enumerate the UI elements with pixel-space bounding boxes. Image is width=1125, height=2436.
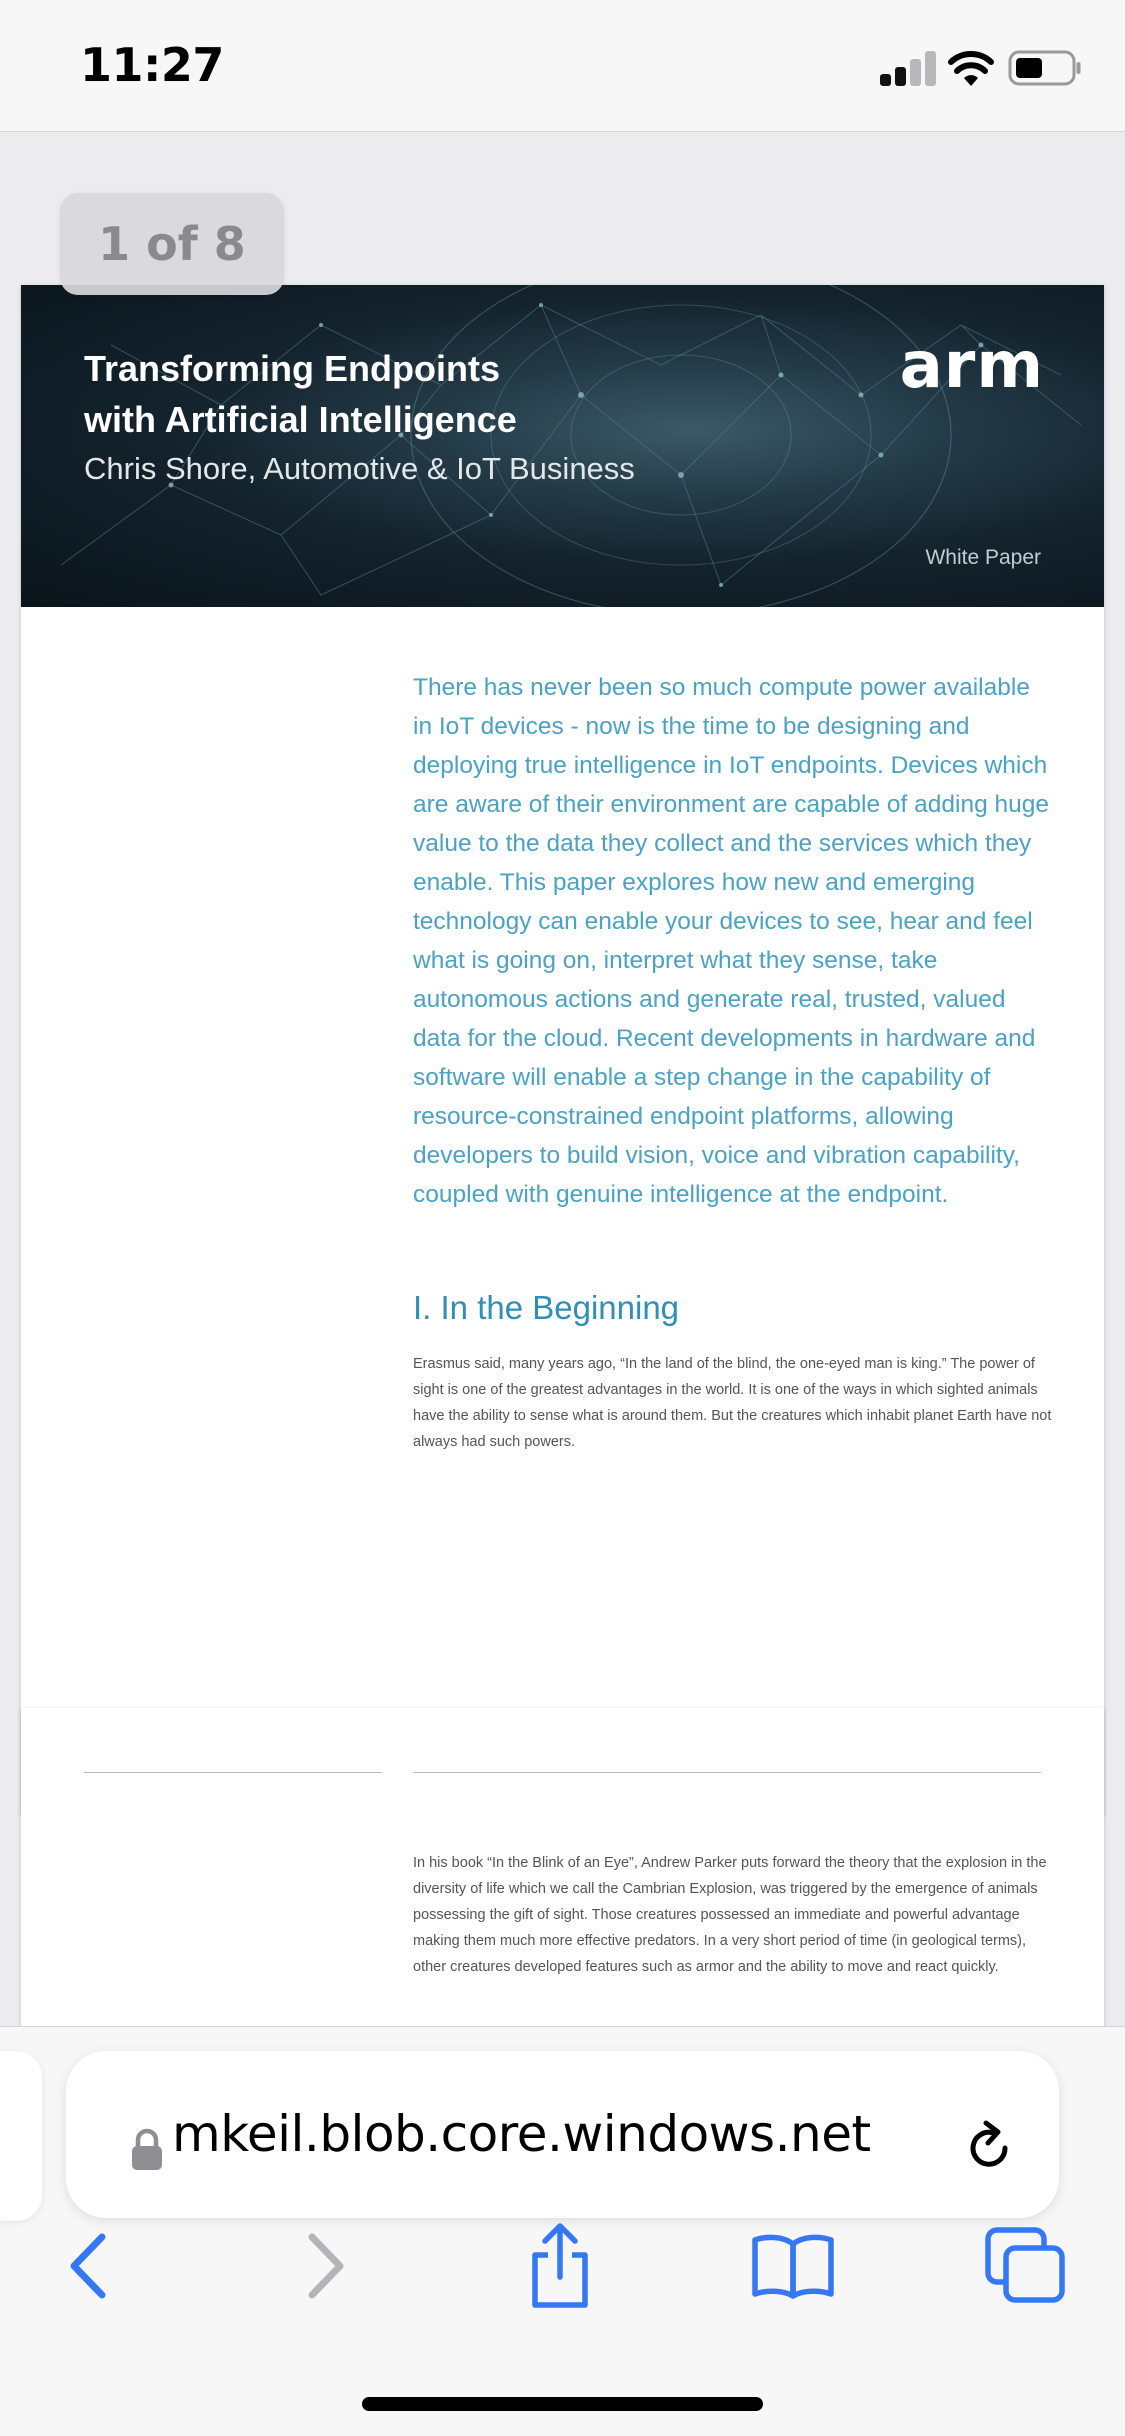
tabs-icon xyxy=(984,2226,1068,2306)
document-type-label: White Paper xyxy=(925,546,1041,569)
back-button[interactable] xyxy=(42,2226,132,2306)
header-divider-left xyxy=(84,1772,382,1773)
url-text[interactable]: mkeil.blob.core.windows.net xyxy=(172,2105,871,2163)
document-title-line-2: with Artificial Intelligence xyxy=(84,399,517,440)
bookmarks-button[interactable] xyxy=(748,2226,838,2306)
document-title-line-1: Transforming Endpoints xyxy=(84,348,501,389)
section-heading: I. In the Beginning xyxy=(413,1289,680,1326)
pdf-viewer[interactable] xyxy=(0,133,1125,2026)
previous-tab-preview[interactable] xyxy=(0,2051,42,2221)
body-paragraph: Erasmus said, many years ago, “In the land of the blind, the one-eyed man is king.” The power of sight is one of the greatest advantages in the world. It is one of the ways in which sighted animals have the ability to sense what is around them. But the creatures which inhabit planet Earth have not always had such powers. xyxy=(413,1356,1052,1450)
forward-button[interactable] xyxy=(282,2226,372,2306)
abstract-text: There has never been so much compute power available in IoT devices - now is the time to be designing and deploying true intelligence in IoT endpoints. Devices which are aware of their environment are capable of adding huge value to the data they collect and the services which they enable. This paper explores how new and emerging technology can enable your devices to see, hear and feel what is going on, interpret what they sense, take autonomous actions and generate real, trusted, valued data for the cloud. Recent developments in hardware and software will enable a step change in the capability of resource-constrained endpoint platforms, allowing developers to build vision, voice and vibration capability, coupled with genuine intelligence at the endpoint. xyxy=(413,674,1050,1208)
lock-icon xyxy=(130,2127,164,2171)
battery-icon xyxy=(1008,50,1082,86)
tabs-button[interactable] xyxy=(981,2226,1071,2306)
book-icon xyxy=(750,2232,836,2300)
share-button[interactable] xyxy=(515,2226,605,2306)
header-divider-right xyxy=(413,1772,1041,1773)
status-time: 11:27 xyxy=(80,38,224,92)
arm-logo: arm xyxy=(899,329,1044,403)
document-title xyxy=(84,343,517,445)
chevron-right-icon xyxy=(304,2231,350,2301)
title-banner xyxy=(21,285,1104,607)
address-bar[interactable] xyxy=(66,2051,1059,2218)
home-indicator[interactable] xyxy=(362,2397,763,2411)
share-icon xyxy=(525,2221,595,2311)
document-author: Chris Shore, Automotive & IoT Business xyxy=(84,451,635,486)
body-paragraph: In his book “In the Blink of an Eye”, Andrew Parker puts forward the theory that the explosion in the diversity of life which we call the Cambrian Explosion, was triggered by the emergence of animals possessing the gift of sight. Those creatures possessed an immediate and powerful advantage making them much more effective predators. In a very short period of time (in geological terms), other creatures developed features such as armor and the ability to move and react quickly. xyxy=(413,1855,1047,1975)
pdf-page-2 xyxy=(21,1708,1104,2026)
status-bar xyxy=(0,0,1125,132)
page-indicator: 1 of 8 xyxy=(60,193,284,295)
cellular-signal-icon xyxy=(880,50,936,86)
wifi-icon xyxy=(948,48,994,88)
reload-icon[interactable] xyxy=(962,2119,1016,2177)
pdf-page-1 xyxy=(21,285,1104,1815)
chevron-left-icon xyxy=(64,2231,110,2301)
